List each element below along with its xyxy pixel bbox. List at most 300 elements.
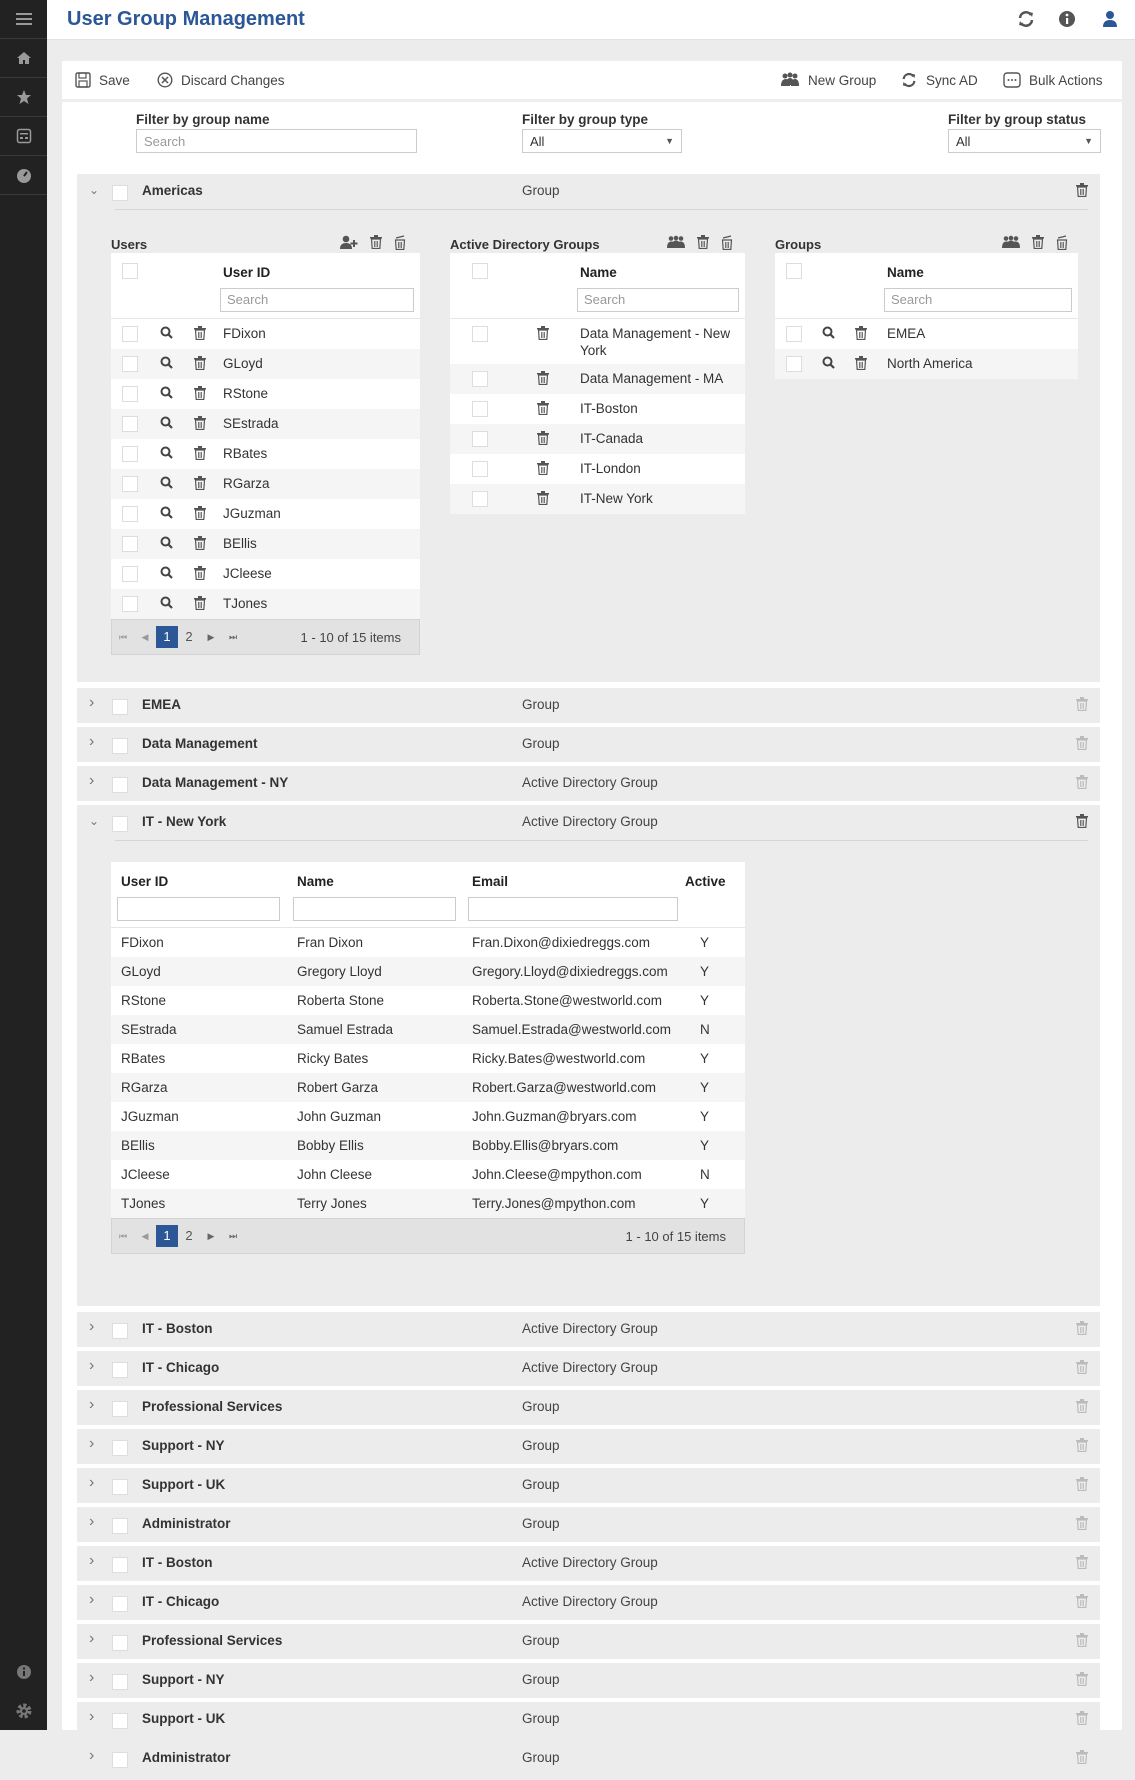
row-name: EMEA xyxy=(887,326,926,341)
sidebar xyxy=(0,0,47,1730)
group-type: Group xyxy=(522,736,560,751)
trash-icon[interactable] xyxy=(537,401,549,418)
group-type: Group xyxy=(522,697,560,712)
row-checkbox[interactable] xyxy=(122,326,138,342)
row-checkbox[interactable] xyxy=(122,476,138,492)
full-name-cell: John Guzman xyxy=(297,1109,382,1124)
chevron-right-icon[interactable]: › xyxy=(89,1474,95,1491)
trash-icon[interactable] xyxy=(1076,1360,1088,1377)
active-flag-cell: N xyxy=(700,1167,710,1182)
search-placeholder: Search xyxy=(584,292,626,307)
group-type: Active Directory Group xyxy=(522,775,658,790)
group-checkbox[interactable] xyxy=(112,816,128,832)
view-icon[interactable] xyxy=(160,476,173,492)
delete-all-icon[interactable] xyxy=(394,235,406,253)
group-type: Group xyxy=(522,1438,560,1453)
active-flag-cell: Y xyxy=(700,1138,710,1153)
email-cell: Bobby.Ellis@bryars.com xyxy=(472,1138,619,1153)
chevron-down-icon[interactable]: ⌄ xyxy=(89,183,100,197)
group-name: Professional Services xyxy=(142,1399,283,1414)
group-row[interactable] xyxy=(77,174,1100,209)
row-name: FDixon xyxy=(223,326,266,341)
group-checkbox[interactable] xyxy=(112,1401,128,1417)
table-row xyxy=(111,379,420,409)
email-cell: Robert.Garza@westworld.com xyxy=(472,1080,657,1095)
pager xyxy=(111,619,420,655)
dashboard-icon[interactable] xyxy=(0,117,47,156)
table-row xyxy=(111,928,745,957)
full-name-cell: Ricky Bates xyxy=(297,1051,369,1066)
trash-icon[interactable] xyxy=(1076,183,1088,200)
full-name-cell: Fran Dixon xyxy=(297,935,364,950)
chevron-right-icon[interactable]: › xyxy=(89,1552,95,1569)
group-row[interactable] xyxy=(77,1702,1100,1737)
chevron-right-icon[interactable]: › xyxy=(89,1513,95,1530)
group-row[interactable] xyxy=(77,1585,1100,1620)
groups-table xyxy=(775,253,1078,379)
row-checkbox[interactable] xyxy=(472,491,488,507)
table-row xyxy=(111,559,420,589)
group-row[interactable] xyxy=(77,1468,1100,1503)
group-row[interactable] xyxy=(77,766,1100,801)
select-all-checkbox[interactable] xyxy=(122,263,138,279)
discard-changes-label: Discard Changes xyxy=(181,72,285,88)
row-checkbox[interactable] xyxy=(122,356,138,372)
table-row xyxy=(111,319,420,349)
group-type: Group xyxy=(522,1516,560,1531)
trash-icon[interactable] xyxy=(1076,1321,1088,1338)
row-checkbox[interactable] xyxy=(472,371,488,387)
group-type: Active Directory Group xyxy=(522,1555,658,1570)
table-row xyxy=(111,1015,745,1044)
settings-gear-icon[interactable] xyxy=(0,1703,47,1719)
app-header xyxy=(47,0,1135,40)
add-group-icon[interactable] xyxy=(1002,235,1020,253)
save-label: Save xyxy=(99,72,130,88)
first-page-icon[interactable]: ⏮ xyxy=(118,631,128,642)
view-icon[interactable] xyxy=(160,356,173,372)
row-name: RStone xyxy=(223,386,269,401)
full-name-cell: John Cleese xyxy=(297,1167,373,1182)
table-row xyxy=(111,1131,745,1160)
filter-status-select[interactable] xyxy=(948,129,1101,153)
user-profile-icon[interactable] xyxy=(1102,10,1118,31)
table-row xyxy=(111,957,745,986)
last-page-icon[interactable]: ⏭ xyxy=(228,631,238,642)
row-name: Data Management - MA xyxy=(580,371,724,386)
trash-icon[interactable] xyxy=(1076,697,1088,714)
group-checkbox[interactable] xyxy=(112,738,128,754)
active-flag-cell: Y xyxy=(700,935,710,950)
group-row[interactable] xyxy=(77,1507,1100,1542)
dropdown-arrow-icon: ▼ xyxy=(665,136,674,146)
gauge-icon[interactable] xyxy=(0,156,47,195)
email-cell: John.Cleese@mpython.com xyxy=(472,1167,642,1182)
group-type: Group xyxy=(522,1399,560,1414)
row-checkbox[interactable] xyxy=(472,431,488,447)
row-name: Data Management - New York xyxy=(580,326,731,358)
trash-icon[interactable] xyxy=(1076,736,1088,753)
trash-icon[interactable] xyxy=(1076,1711,1088,1728)
trash-icon[interactable] xyxy=(1076,1594,1088,1611)
group-name: IT - New York xyxy=(142,814,227,829)
view-icon[interactable] xyxy=(160,506,173,522)
select-all-checkbox[interactable] xyxy=(786,263,802,279)
delete-all-icon[interactable] xyxy=(721,235,733,253)
column-search-input[interactable] xyxy=(577,288,739,312)
email-cell: John.Guzman@bryars.com xyxy=(472,1109,637,1124)
trash-icon[interactable] xyxy=(1076,1672,1088,1689)
info-icon[interactable] xyxy=(1058,10,1076,31)
group-row[interactable] xyxy=(77,805,1100,840)
table-row xyxy=(450,394,745,424)
trash-icon[interactable] xyxy=(855,356,867,373)
star-icon[interactable] xyxy=(0,78,47,117)
prev-page-icon[interactable]: ◀ xyxy=(141,1230,149,1241)
full-name-cell: Roberta Stone xyxy=(297,993,385,1008)
view-icon[interactable] xyxy=(160,326,173,342)
table-row xyxy=(111,986,745,1015)
table-row xyxy=(111,499,420,529)
table-row xyxy=(111,1102,745,1131)
group-checkbox[interactable] xyxy=(112,777,128,793)
group-row[interactable] xyxy=(77,727,1100,762)
group-name: Administrator xyxy=(142,1750,231,1765)
table-body xyxy=(111,319,420,619)
email-cell: Samuel.Estrada@westworld.com xyxy=(472,1022,672,1037)
group-checkbox[interactable] xyxy=(112,699,128,715)
users-table xyxy=(111,253,420,655)
table-row xyxy=(111,349,420,379)
table-row xyxy=(450,364,745,394)
trash-icon[interactable] xyxy=(194,476,206,493)
row-checkbox[interactable] xyxy=(122,566,138,582)
group-row[interactable] xyxy=(77,1741,1100,1776)
group-row[interactable] xyxy=(77,1312,1100,1347)
trash-icon[interactable] xyxy=(537,461,549,478)
select-all-checkbox[interactable] xyxy=(472,263,488,279)
full-name-cell: Terry Jones xyxy=(297,1196,367,1211)
save-button[interactable] xyxy=(75,72,130,88)
table-row xyxy=(111,529,420,559)
row-name: North America xyxy=(887,356,973,371)
new-group-button[interactable] xyxy=(780,72,876,88)
group-name: Professional Services xyxy=(142,1633,283,1648)
divider xyxy=(115,840,1088,841)
panel-actions xyxy=(667,235,733,253)
trash-icon[interactable] xyxy=(537,371,549,388)
chevron-right-icon[interactable]: › xyxy=(89,694,95,711)
group-row[interactable] xyxy=(77,688,1100,723)
trash-icon[interactable] xyxy=(194,596,206,613)
filter-type-label: Filter by group type xyxy=(522,112,649,127)
group-details-americas xyxy=(77,209,1100,682)
chevron-right-icon[interactable]: › xyxy=(89,1669,95,1686)
ad-groups-table xyxy=(450,253,745,514)
group-checkbox[interactable] xyxy=(112,1557,128,1573)
more-dots-icon xyxy=(1003,72,1021,88)
trash-icon[interactable] xyxy=(1032,235,1044,253)
active-flag-cell: Y xyxy=(700,1080,710,1095)
trash-icon[interactable] xyxy=(194,446,206,463)
email-cell: Roberta.Stone@westworld.com xyxy=(472,993,663,1008)
trash-icon[interactable] xyxy=(194,416,206,433)
next-page-icon[interactable]: ▶ xyxy=(207,1230,215,1241)
trash-icon[interactable] xyxy=(1076,1399,1088,1416)
table-row xyxy=(450,319,745,364)
last-page-icon[interactable]: ⏭ xyxy=(228,1230,238,1241)
email-cell: Fran.Dixon@dixiedreggs.com xyxy=(472,935,651,950)
active-flag-cell: Y xyxy=(700,1051,710,1066)
group-checkbox[interactable] xyxy=(112,1674,128,1690)
email-cell: Gregory.Lloyd@dixiedreggs.com xyxy=(472,964,668,979)
email-cell: Ricky.Bates@westworld.com xyxy=(472,1051,646,1066)
bulk-actions-label: Bulk Actions xyxy=(1029,72,1103,88)
panel-title: Active Directory Groups xyxy=(450,237,600,252)
home-icon[interactable] xyxy=(0,39,47,78)
group-type: Group xyxy=(522,1711,560,1726)
filter-name-input[interactable] xyxy=(136,129,417,153)
user-id-cell: RStone xyxy=(121,993,167,1008)
table-row xyxy=(111,439,420,469)
trash-icon[interactable] xyxy=(1076,814,1088,831)
page-2-button[interactable]: 2 xyxy=(185,629,193,644)
group-type: Group xyxy=(522,1672,560,1687)
chevron-right-icon[interactable]: › xyxy=(89,733,95,750)
page-1-button[interactable]: 1 xyxy=(156,1225,178,1247)
group-row[interactable] xyxy=(77,1624,1100,1659)
column-filter-input[interactable] xyxy=(293,897,456,921)
trash-icon[interactable] xyxy=(1076,1633,1088,1650)
view-icon[interactable] xyxy=(160,446,173,462)
row-name: RGarza xyxy=(223,476,270,491)
user-id-cell: RGarza xyxy=(121,1080,168,1095)
trash-icon[interactable] xyxy=(1076,1555,1088,1572)
dropdown-arrow-icon: ▼ xyxy=(1084,136,1093,146)
column-header: Name xyxy=(297,874,334,889)
group-row[interactable] xyxy=(77,1429,1100,1464)
view-icon[interactable] xyxy=(822,326,835,342)
row-name: IT-London xyxy=(580,461,641,476)
group-name: EMEA xyxy=(142,697,182,712)
chevron-down-icon[interactable]: ⌄ xyxy=(89,814,100,828)
trash-icon[interactable] xyxy=(1076,1516,1088,1533)
chevron-right-icon[interactable]: › xyxy=(89,1396,95,1413)
row-checkbox[interactable] xyxy=(122,596,138,612)
row-checkbox[interactable] xyxy=(472,401,488,417)
group-row[interactable] xyxy=(77,1546,1100,1581)
group-checkbox[interactable] xyxy=(112,1440,128,1456)
view-icon[interactable] xyxy=(160,536,173,552)
view-icon[interactable] xyxy=(160,386,173,402)
column-filter-input[interactable] xyxy=(468,897,678,921)
group-name: IT - Boston xyxy=(142,1321,213,1336)
group-checkbox[interactable] xyxy=(112,1518,128,1534)
table-row xyxy=(450,484,745,514)
trash-icon[interactable] xyxy=(370,235,382,253)
trash-icon[interactable] xyxy=(1076,775,1088,792)
group-type: Group xyxy=(522,183,560,198)
row-checkbox[interactable] xyxy=(472,326,488,342)
table-row xyxy=(111,1073,745,1102)
page-2-button[interactable]: 2 xyxy=(185,1228,193,1243)
group-details-it-new-york xyxy=(77,840,1100,1306)
first-page-icon[interactable]: ⏮ xyxy=(118,1230,128,1241)
full-name-cell: Samuel Estrada xyxy=(297,1022,394,1037)
row-checkbox[interactable] xyxy=(786,326,802,342)
view-icon[interactable] xyxy=(160,416,173,432)
group-checkbox[interactable] xyxy=(112,1596,128,1612)
view-icon[interactable] xyxy=(822,356,835,372)
trash-icon[interactable] xyxy=(697,235,709,253)
chevron-right-icon[interactable]: › xyxy=(89,1591,95,1608)
table-row xyxy=(775,349,1078,379)
row-checkbox[interactable] xyxy=(786,356,802,372)
column-header: User ID xyxy=(223,265,271,280)
trash-icon[interactable] xyxy=(537,326,549,343)
user-id-cell: FDixon xyxy=(121,935,164,950)
filter-type-value: All xyxy=(530,133,545,149)
trash-icon[interactable] xyxy=(537,491,549,508)
user-id-cell: JCleese xyxy=(121,1167,170,1182)
trash-icon[interactable] xyxy=(855,326,867,343)
column-filter-input[interactable] xyxy=(117,897,280,921)
trash-icon[interactable] xyxy=(1076,1438,1088,1455)
row-name: JGuzman xyxy=(223,506,281,521)
table-row xyxy=(111,469,420,499)
next-page-icon[interactable]: ▶ xyxy=(207,631,215,642)
table-body xyxy=(775,319,1078,379)
chevron-right-icon[interactable]: › xyxy=(89,1708,95,1725)
group-name: Support - UK xyxy=(142,1711,226,1726)
chevron-right-icon[interactable]: › xyxy=(89,1630,95,1647)
panel-title: Groups xyxy=(775,237,822,252)
trash-icon[interactable] xyxy=(194,566,206,583)
info-icon[interactable] xyxy=(0,1664,47,1680)
row-name: IT-Canada xyxy=(580,431,644,446)
refresh-icon[interactable] xyxy=(1017,10,1035,31)
full-name-cell: Gregory Lloyd xyxy=(297,964,382,979)
row-checkbox[interactable] xyxy=(122,446,138,462)
group-name: IT - Chicago xyxy=(142,1360,220,1375)
group-row[interactable] xyxy=(77,1663,1100,1698)
new-group-label: New Group xyxy=(808,72,877,88)
group-type: Active Directory Group xyxy=(522,1594,658,1609)
group-checkbox[interactable] xyxy=(112,185,128,201)
bulk-actions-button[interactable] xyxy=(1003,72,1103,88)
trash-icon[interactable] xyxy=(1076,1477,1088,1494)
chevron-right-icon[interactable]: › xyxy=(89,1318,95,1335)
column-search-input[interactable] xyxy=(220,288,414,312)
menu-icon[interactable] xyxy=(0,0,47,39)
view-icon[interactable] xyxy=(160,566,173,582)
table-row xyxy=(111,589,420,619)
group-row[interactable] xyxy=(77,1351,1100,1386)
save-icon xyxy=(75,72,91,88)
trash-icon[interactable] xyxy=(194,536,206,553)
row-checkbox[interactable] xyxy=(472,461,488,477)
panel-title: Users xyxy=(111,237,148,252)
toolbar xyxy=(62,61,1122,102)
pager-info: 1 - 10 of 15 items xyxy=(625,1228,726,1244)
add-group-icon[interactable] xyxy=(667,235,685,253)
sync-ad-button[interactable] xyxy=(900,72,978,88)
trash-icon[interactable] xyxy=(194,326,206,343)
group-checkbox[interactable] xyxy=(112,1752,128,1768)
group-row[interactable] xyxy=(77,1390,1100,1425)
group-type: Group xyxy=(522,1750,560,1765)
chevron-right-icon[interactable]: › xyxy=(89,1747,95,1764)
row-name: IT-Boston xyxy=(580,401,638,416)
group-name: IT - Boston xyxy=(142,1555,213,1570)
table-row xyxy=(450,424,745,454)
content-panel xyxy=(62,61,1122,1765)
row-checkbox[interactable] xyxy=(122,386,138,402)
group-name: Support - NY xyxy=(142,1438,225,1453)
row-checkbox[interactable] xyxy=(122,506,138,522)
discard-changes-button[interactable] xyxy=(157,72,285,88)
table-body xyxy=(111,928,745,1218)
group-type: Active Directory Group xyxy=(522,1360,658,1375)
full-name-cell: Bobby Ellis xyxy=(297,1138,364,1153)
delete-all-icon[interactable] xyxy=(1056,235,1068,253)
users-plus-icon xyxy=(780,72,800,88)
pager-info: 1 - 10 of 15 items xyxy=(300,629,401,645)
column-search-input[interactable] xyxy=(884,288,1072,312)
user-id-cell: RBates xyxy=(121,1051,166,1066)
search-placeholder: Search xyxy=(227,292,269,307)
filter-status-label: Filter by group status xyxy=(948,112,1087,127)
view-icon[interactable] xyxy=(160,596,173,612)
group-name: Administrator xyxy=(142,1516,231,1531)
sync-ad-label: Sync AD xyxy=(926,72,978,88)
group-checkbox[interactable] xyxy=(112,1362,128,1378)
user-id-cell: TJones xyxy=(121,1196,166,1211)
email-cell: Terry.Jones@mpython.com xyxy=(472,1196,636,1211)
row-name: SEstrada xyxy=(223,416,279,431)
active-flag-cell: Y xyxy=(700,1109,710,1124)
chevron-right-icon[interactable]: › xyxy=(89,1435,95,1452)
sync-icon xyxy=(900,72,918,88)
group-checkbox[interactable] xyxy=(112,1713,128,1729)
trash-icon[interactable] xyxy=(194,506,206,523)
group-checkbox[interactable] xyxy=(112,1635,128,1651)
group-checkbox[interactable] xyxy=(112,1479,128,1495)
user-id-cell: SEstrada xyxy=(121,1022,177,1037)
prev-page-icon[interactable]: ◀ xyxy=(141,631,149,642)
row-name: IT-New York xyxy=(580,491,653,506)
user-id-cell: JGuzman xyxy=(121,1109,179,1124)
trash-icon[interactable] xyxy=(1076,1750,1088,1767)
row-name: RBates xyxy=(223,446,268,461)
trash-icon[interactable] xyxy=(537,431,549,448)
page-1-button[interactable]: 1 xyxy=(156,626,178,648)
column-header: Name xyxy=(580,265,617,280)
trash-icon[interactable] xyxy=(194,356,206,373)
row-checkbox[interactable] xyxy=(122,536,138,552)
add-user-icon[interactable] xyxy=(340,235,358,253)
group-checkbox[interactable] xyxy=(112,1323,128,1339)
row-checkbox[interactable] xyxy=(122,416,138,432)
chevron-right-icon[interactable]: › xyxy=(89,772,95,789)
active-flag-cell: N xyxy=(700,1022,710,1037)
panel-actions xyxy=(1002,235,1068,253)
table-row xyxy=(111,409,420,439)
trash-icon[interactable] xyxy=(194,386,206,403)
table-row xyxy=(111,1189,745,1218)
filter-type-select[interactable] xyxy=(522,129,682,153)
chevron-right-icon[interactable]: › xyxy=(89,1357,95,1374)
